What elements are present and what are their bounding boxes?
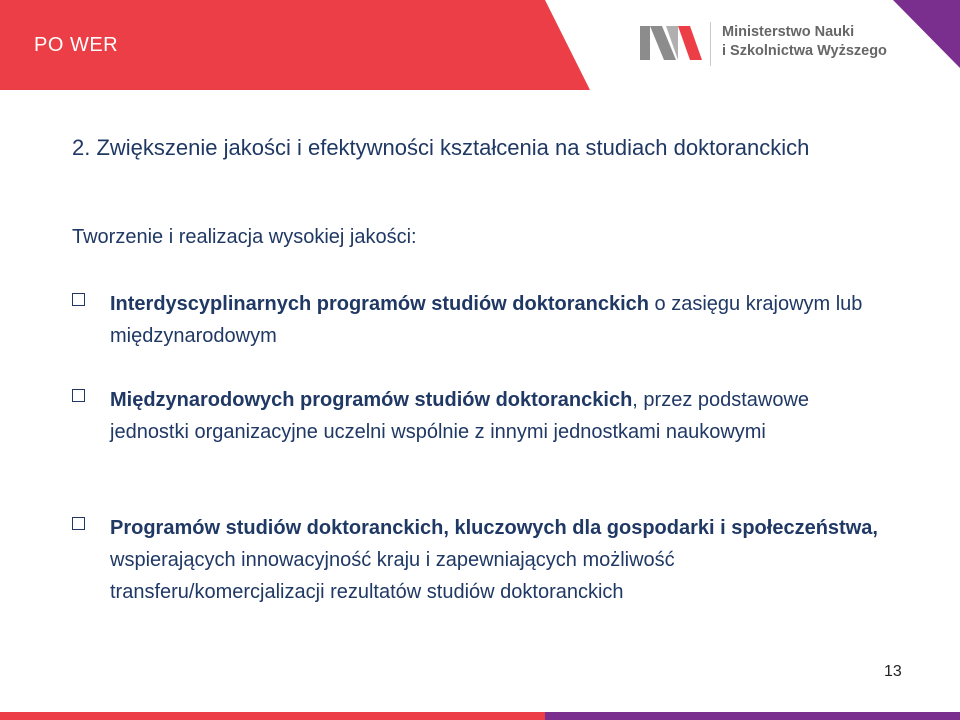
bullet-item-rest: , przez podstawowe jednostki organizacyjne uczelni wspólnie z innymi jednostkami naukowymi: [110, 389, 810, 443]
bullet-item-text: [110, 512, 892, 608]
ministry-logo: [640, 22, 900, 68]
checkbox-bullet-icon: [72, 517, 85, 530]
bottom-bar-red: [0, 712, 545, 720]
section-label: PO WER: [34, 34, 119, 56]
checkbox-bullet-icon: [72, 293, 85, 306]
page-number: 13: [884, 663, 902, 680]
bullet-item-rest: o zasięgu krajowym lub międzynarodowym: [110, 293, 863, 347]
ministry-name-line2: i Szkolnictwa Wyższego: [722, 43, 887, 59]
ministry-name-line1: Ministerstwo Nauki: [722, 24, 855, 40]
ministry-name: [722, 23, 887, 61]
slide-heading: 2. Zwiększenie jakości i efektywności kształcenia na studiach doktoranckich: [72, 135, 810, 160]
banner-purple-shape: [893, 0, 960, 68]
bullet-item-bold: Programów studiów doktoranckich, kluczowych dla gospodarki i społeczeństwa,: [110, 517, 878, 539]
bullet-item: [72, 512, 892, 608]
bullet-item-text: [110, 288, 892, 352]
slide-subheading: Tworzenie i realizacja wysokiej jakości:: [72, 226, 417, 248]
bullet-item-bold: Interdyscyplinarnych programów studiów doktoranckich: [110, 293, 649, 315]
bottom-bar: [0, 712, 960, 720]
logo-divider: [710, 22, 711, 66]
bottom-bar-purple: [545, 712, 960, 720]
checkbox-bullet-icon: [72, 389, 85, 402]
bullet-item: [72, 288, 892, 352]
bullet-item-text: [110, 384, 892, 448]
mnisw-logo-icon: [640, 26, 702, 60]
bullet-item: [72, 384, 892, 448]
bullet-item-rest: wspierających innowacyjność kraju i zapewniających możliwość transferu/komercjalizacji rezultatów studiów doktoranckich: [110, 549, 675, 603]
bullet-item-bold: Międzynarodowych programów studiów doktoranckich: [110, 389, 633, 411]
